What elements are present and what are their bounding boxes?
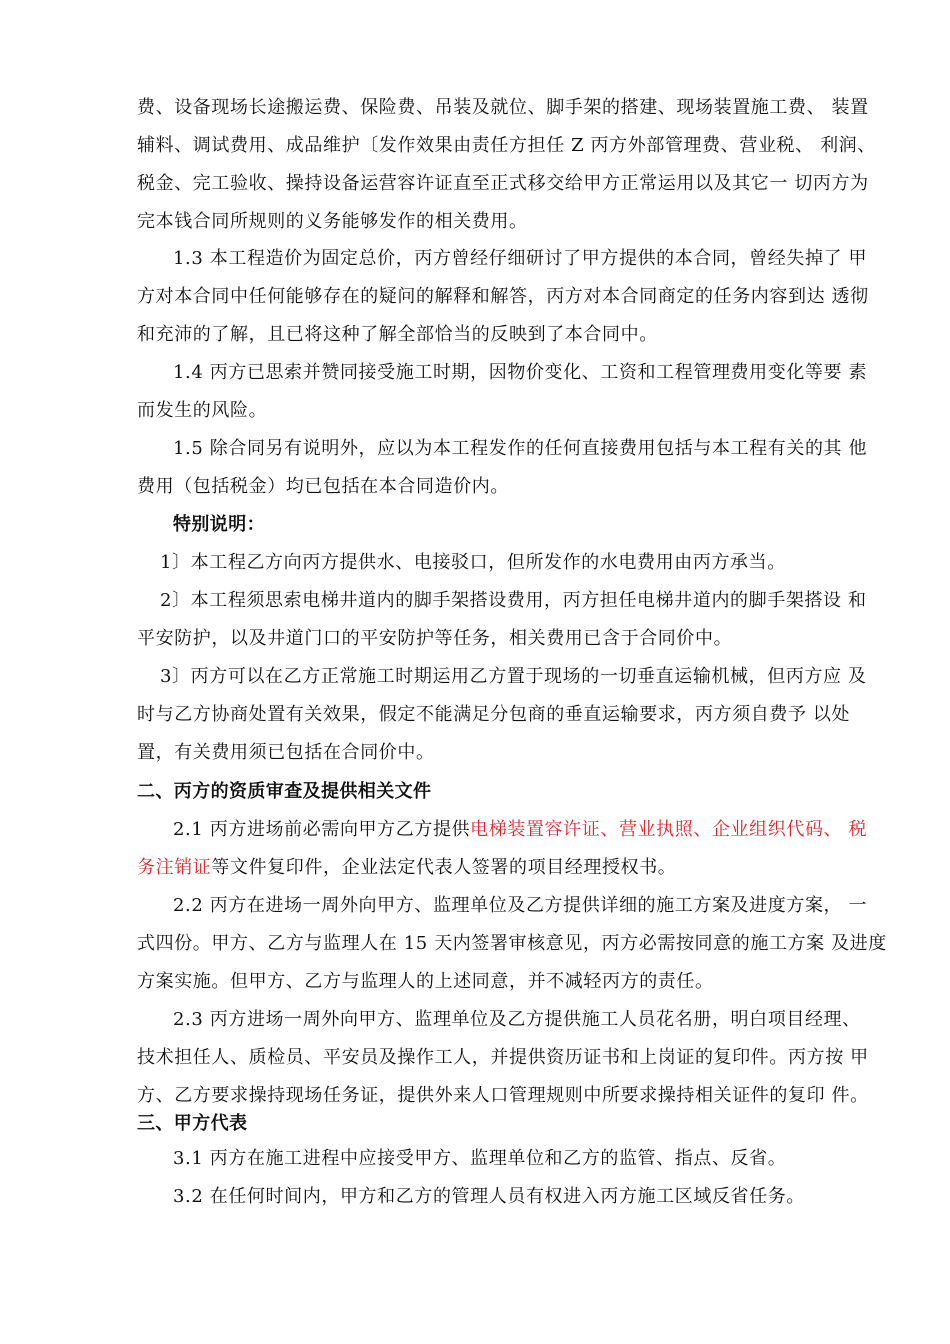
text-line: 辅料、调试费用、成品维护〔发作效果由责任方担任 Z 丙方外部管理费、营业税、 利润、 — [137, 135, 876, 156]
text-line: 完本钱合同所规则的义务能够发作的相关费用。 — [137, 211, 528, 232]
text-line: 置，有关费用须已包括在合同价中。 — [137, 742, 435, 763]
text-line: 而发生的风险。 — [137, 400, 268, 421]
text-line: 平安防护，以及井道门口的平安防护等任务，相关费用已含于合同价中。 — [137, 628, 733, 649]
highlighted-text: 务注销证 — [137, 857, 212, 878]
text-line: 时与乙方协商处置有关效果，假定不能满足分包商的垂直运输要求，丙方须自费予 以处 — [137, 704, 851, 725]
text-line: 3.2 在任何时间内，甲方和乙方的管理人员有权进入丙方施工区域反省任务。 — [173, 1186, 805, 1207]
text-segment: 2.1 丙方进场前必需向甲方乙方提供 — [173, 819, 471, 840]
text-line: 1.5 除合同另有说明外，应以为本工程发作的任何直接费用包括与本工程有关的其 他 — [173, 438, 868, 459]
text-line: 税金、完工验收、操持设备运营容许证直至正式移交给甲方正常运用以及其它一 切丙方为 — [137, 173, 869, 194]
section-heading: 三、甲方代表 — [137, 1113, 248, 1134]
text-line: 1.4 丙方已思索并赞同接受施工时期，因物价变化、工资和工程管理费用变化等要 素 — [173, 362, 868, 383]
text-line: 式四份。甲方、乙方与监理人在 15 天内签署审核意见，丙方必需按同意的施工方案 及进度 — [137, 933, 887, 954]
text-line: 技术担任人、质检员、平安员及操作工人，并提供资历证书和上岗证的复印件。丙方按 甲 — [137, 1047, 869, 1068]
text-line: 方对本合同中任何能够存在的疑问的解释和解答，丙方对本合同商定的任务内容到达 透彻 — [137, 286, 869, 307]
text-line: 2.2 丙方在进场一周外向甲方、监理单位及乙方提供详细的施工方案及进度方案， 一 — [173, 895, 868, 916]
text-line: 费、设备现场长途搬运费、保险费、吊装及就位、脚手架的搭建、现场装置施工费、 装置 — [137, 97, 869, 118]
text-line — [173, 818, 867, 842]
text-line: 1〕本工程乙方向丙方提供水、电接驳口，但所发作的水电费用由丙方承当。 — [160, 552, 786, 573]
text-line: 方案实施。但甲方、乙方与监理人的上述同意，并不减轻丙方的责任。 — [137, 971, 714, 992]
text-line: 和充沛的了解，且已将这种了解全部恰当的反映到了本合同中。 — [137, 324, 658, 345]
text-line: 方、乙方要求操持现场任务证，提供外来人口管理规则中所要求操持相关证件的复印 件。 — [137, 1085, 869, 1106]
text-line: 费用（包括税金）均已包括在本合同造价内。 — [137, 476, 509, 497]
text-line: 2〕本工程须思索电梯井道内的脚手架搭设费用，丙方担任电梯井道内的脚手架搭设 和 — [160, 590, 867, 611]
section-subheading: 特别说明： — [173, 514, 265, 535]
text-line: 1.3 本工程造价为固定总价，丙方曾经仔细研讨了甲方提供的本合同，曾经失掉了 甲 — [173, 248, 868, 269]
text-line: 3〕丙方可以在乙方正常施工时期运用乙方置于现场的一切垂直运输机械，但丙方应 及 — [160, 666, 867, 687]
section-heading: 二、丙方的资质审查及提供相关文件 — [137, 781, 432, 802]
text-line: 2.3 丙方进场一周外向甲方、监理单位及乙方提供施工人员花名册，明白项目经理、 — [173, 1009, 861, 1030]
text-line — [137, 856, 676, 880]
text-line: 3.1 丙方在施工进程中应接受甲方、监理单位和乙方的监管、指点、反省。 — [173, 1148, 787, 1169]
highlighted-text: 电梯装置容许证、营业执照、企业组织代码、 税 — [470, 819, 868, 840]
text-segment: 等文件复印件，企业法定代表人签署的项目经理授权书。 — [211, 857, 677, 878]
